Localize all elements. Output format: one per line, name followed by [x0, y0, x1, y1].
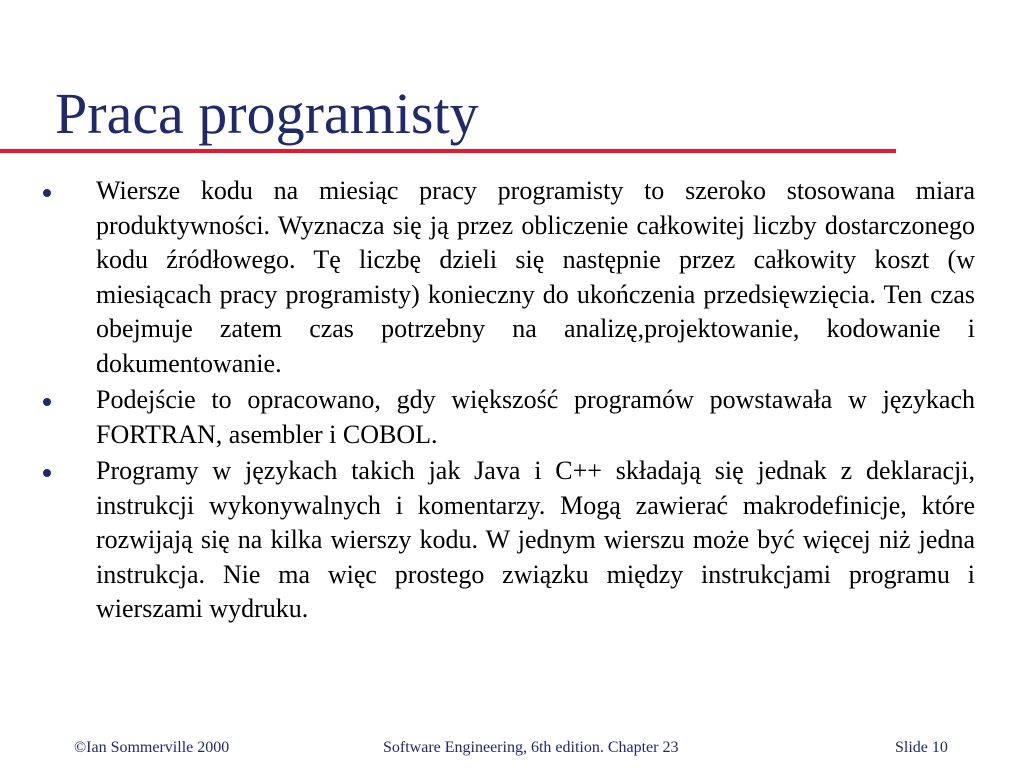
bullet-list [0, 174, 975, 629]
footer-book-title: Software Engineering, 6th edition. Chapter 23 [383, 739, 679, 756]
bullet-text: Podejście to opracowano, gdy większość programów powstawała w językach FORTRAN, asembler i COBOL. [96, 385, 975, 449]
bullet-text: Wiersze kodu na miesiąc pracy programisty to szeroko stosowana miara produktywności. Wyznacza się ją przez obliczenie całkowitej liczby dostarczonego kodu źródłowego. Tę liczbę dzieli się następnie przez całkowity koszt (w miesiącach pracy programisty) konieczny do ukończenia przedsięwzięcia. Ten czas obejmuje zatem czas potrzebny na analizę,projektowanie, kodowanie i dokumentowanie. [96, 176, 975, 378]
footer-copyright: ©Ian Sommerville 2000 [74, 739, 230, 756]
title-underline-rule [0, 149, 896, 153]
bullet-dot-icon [43, 189, 51, 197]
footer-slide-number: Slide 10 [895, 739, 948, 756]
bullet-item [0, 383, 975, 452]
bullet-item [0, 454, 975, 627]
bullet-dot-icon [43, 398, 51, 406]
bullet-item [0, 174, 975, 381]
bullet-dot-icon [43, 469, 51, 477]
slide-title: Praca programisty [55, 81, 479, 146]
bullet-text: Programy w językach takich jak Java i C++ składają się jednak z deklaracji, instrukcji wykonywalnych i komentarzy. Mogą zawierać makrodefinicje, które rozwijają się na kilka wierszy kodu. W jednym wierszu może być więcej niż jedna instrukcja. Nie ma więc prostego związku między instrukcjami programu i wierszami wydruku. [96, 456, 975, 623]
